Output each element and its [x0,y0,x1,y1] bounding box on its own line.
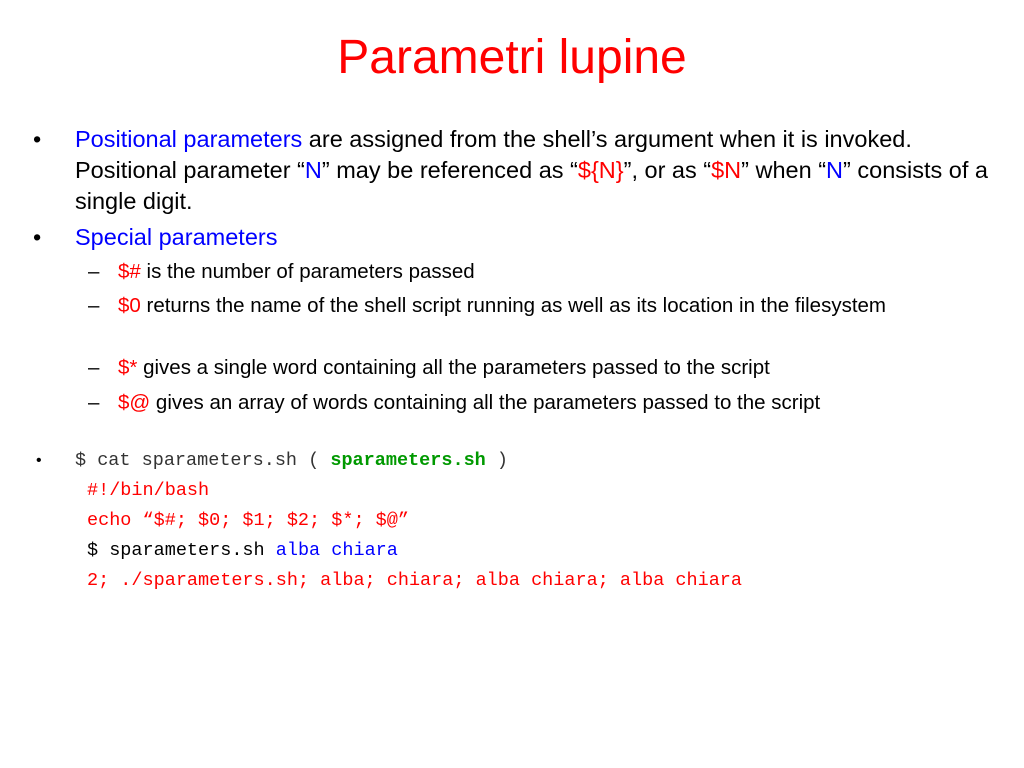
slide-title: Parametri lupine [337,31,687,84]
bullet1-text-c: ”, or as “ [623,157,712,183]
bullet-positional-parameters [33,124,995,217]
dash-marker: – [88,356,100,379]
n-braced-highlight: ${N} [577,157,624,183]
sub-item-text: is the number of parameters passed [140,260,475,283]
bullet1-text-e: ” consists of a single digit. [75,157,989,214]
symbol-dollar-at: $@ [118,391,151,414]
code-line-run [87,539,398,563]
bullet-special-parameters [33,222,995,253]
code-cat-command: $ cat sparameters.sh ( [75,450,331,471]
sub-item-text: returns the name of the shell script running as well as its location in the filesystem [140,294,886,317]
dash-marker: – [88,294,100,317]
code-line-shebang: #!/bin/bash [87,480,210,501]
code-run-command: $ sparameters.sh [87,540,276,561]
sub-item-dollar-at [88,389,988,416]
n-highlight-2: N [826,157,844,183]
bullet1-text-a: are assigned from the shell’s argument when it is invoked. Positional parameter “ [75,126,912,183]
code-script-filename: sparameters.sh [330,450,486,471]
code-line-output: 2; ./sparameters.sh; alba; chiara; alba chiara; alba chiara [87,570,743,591]
code-cat-close: ) [485,450,508,471]
code-line-cat [75,449,508,473]
bullet-marker: • [33,126,42,152]
n-highlight: N [304,157,322,183]
bullet-marker: • [33,224,42,250]
symbol-dollar-zero: $0 [118,294,141,317]
code-arg-alba: alba [275,540,321,561]
sub-item-text: gives an array of words containing all the parameters passed to the script [150,391,821,414]
code-line-echo: echo “$#; $0; $1; $2; $*; $@” [87,510,409,531]
dash-marker: – [88,260,100,283]
bullet1-text-d: ” when “ [741,157,827,183]
dash-marker: – [88,391,100,414]
code-bullet-marker: • [36,452,42,469]
sub-item-dollar-hash [88,258,988,285]
bullet1-text-b: ” may be referenced as “ [321,157,578,183]
sub-item-text: gives a single word containing all the parameters passed to the script [137,356,770,379]
term-special-parameters: Special parameters [75,224,278,250]
code-arg-space [320,540,331,561]
sub-item-dollar-star [88,354,988,381]
symbol-dollar-hash: $# [118,260,141,283]
term-positional-parameters: Positional parameters [75,126,303,152]
sub-item-dollar-zero [88,292,988,319]
symbol-dollar-star: $* [118,356,138,379]
code-arg-chiara: chiara [331,540,398,561]
n-dollar-highlight: $N [711,157,742,183]
